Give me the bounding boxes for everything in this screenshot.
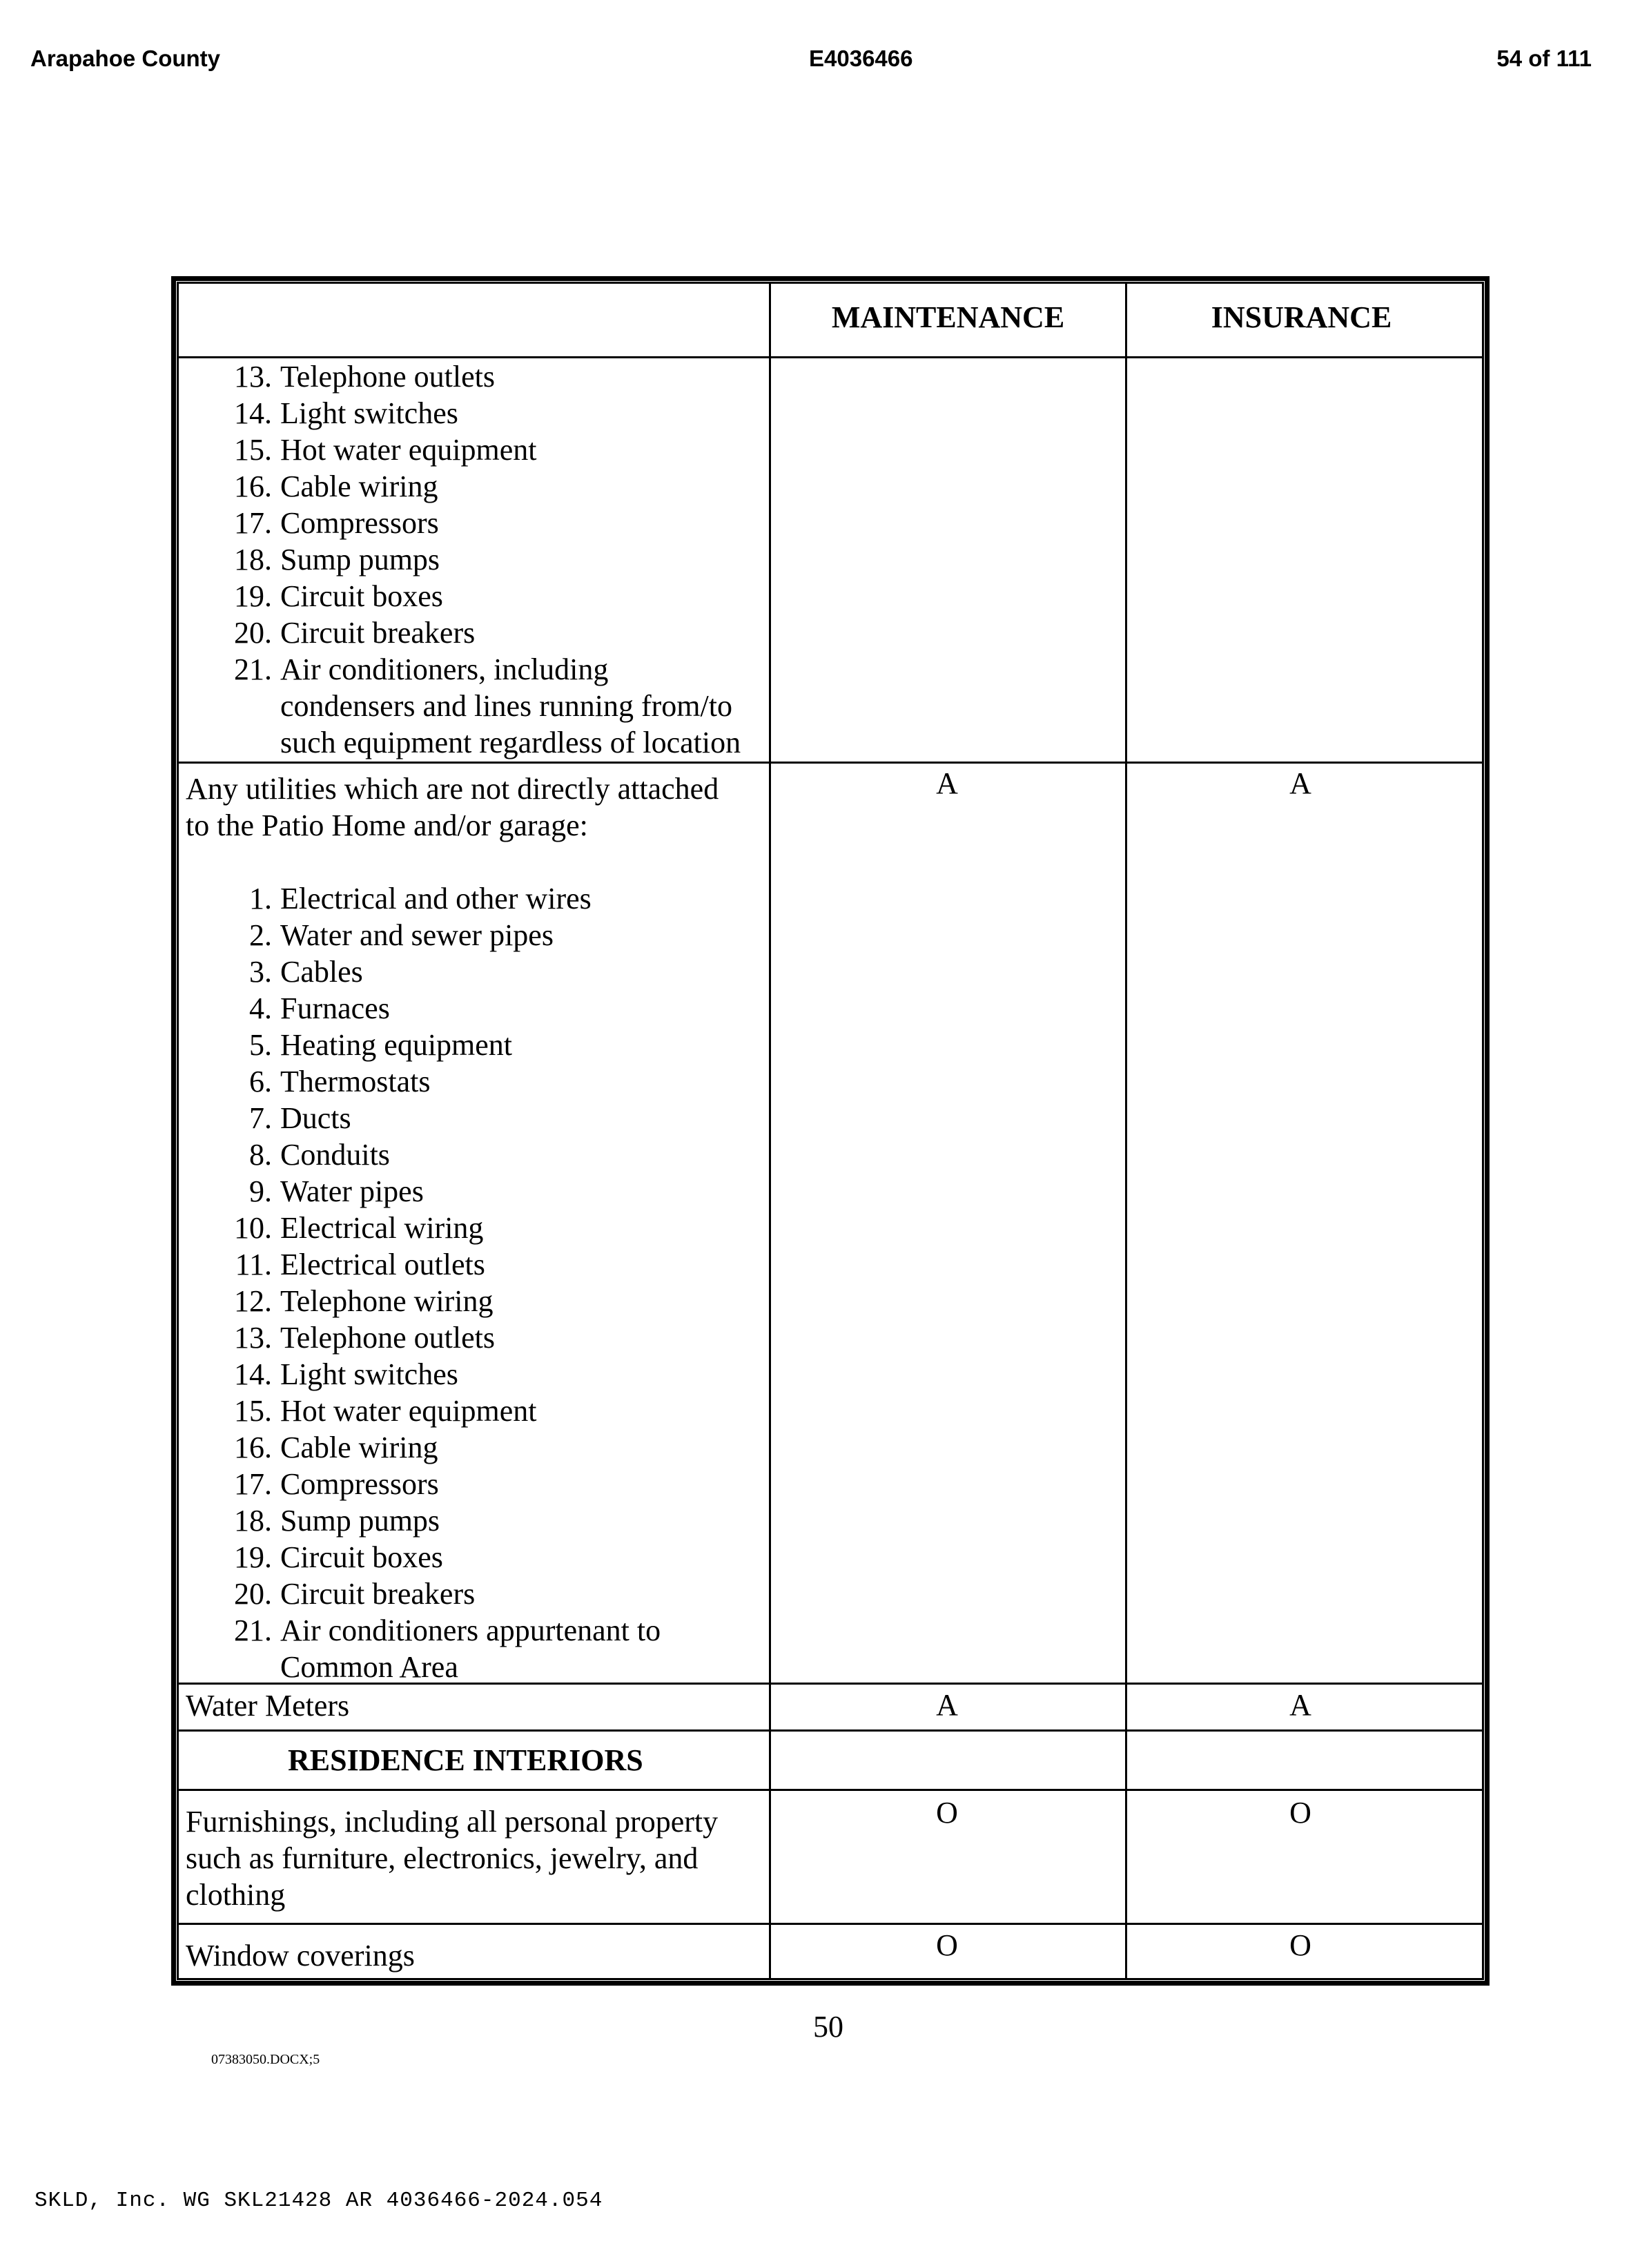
list-item bbox=[186, 505, 765, 541]
list-item-text: Thermostats bbox=[280, 1065, 431, 1098]
water-meters-label: Water Meters bbox=[186, 1689, 350, 1723]
list-item-text: Circuit boxes bbox=[280, 1540, 443, 1574]
list-item-text: Electrical and other wires bbox=[280, 882, 592, 915]
column-header-maintenance: MAINTENANCE bbox=[831, 300, 1065, 334]
list-item-text: Circuit boxes bbox=[280, 579, 443, 613]
list-item-text: Telephone wiring bbox=[280, 1284, 494, 1318]
continued-item-list bbox=[186, 358, 765, 761]
list-item-text: Telephone outlets bbox=[280, 1321, 495, 1355]
list-item-number: 13. bbox=[234, 360, 272, 394]
list-item bbox=[186, 578, 765, 614]
list-item-number: 17. bbox=[234, 506, 272, 540]
furnishings-maintenance-mark: O bbox=[936, 1796, 958, 1830]
list-item bbox=[186, 917, 765, 953]
list-item-text: Sump pumps bbox=[280, 1504, 440, 1538]
list-item-text: Cables bbox=[280, 955, 363, 989]
header-page-count: 54 of 111 bbox=[1496, 46, 1592, 71]
list-item-number: 21. bbox=[234, 1613, 272, 1647]
list-item-number: 8. bbox=[249, 1138, 272, 1172]
list-item bbox=[186, 1100, 765, 1136]
list-item bbox=[186, 1027, 765, 1063]
furnishings-line: such as furniture, electronics, jewelry, and bbox=[186, 1841, 699, 1875]
list-item-text: condensers and lines running from/to bbox=[280, 689, 732, 723]
list-item-number: 20. bbox=[234, 1577, 272, 1611]
list-item bbox=[186, 468, 765, 505]
list-item-text: Cable wiring bbox=[280, 469, 438, 503]
list-item-text: Circuit breakers bbox=[280, 616, 476, 650]
list-item bbox=[186, 1173, 765, 1210]
list-item bbox=[186, 1649, 765, 1685]
list-item-number: 4. bbox=[249, 991, 272, 1025]
list-item-text: Circuit breakers bbox=[280, 1577, 476, 1611]
list-item-number: 6. bbox=[249, 1065, 272, 1098]
recording-footer: SKLD, Inc. WG SKL21428 AR 4036466-2024.054 bbox=[35, 2189, 603, 2213]
list-item-text: Compressors bbox=[280, 506, 439, 540]
list-item bbox=[186, 1539, 765, 1576]
list-item bbox=[186, 953, 765, 990]
list-item-text: Electrical outlets bbox=[280, 1248, 485, 1281]
list-item-text: Furnaces bbox=[280, 991, 390, 1025]
utilities-intro-line: to the Patio Home and/or garage: bbox=[186, 808, 588, 842]
list-item bbox=[186, 651, 765, 688]
header-document-id: E4036466 bbox=[809, 46, 913, 71]
list-item bbox=[186, 1246, 765, 1283]
list-item-number: 16. bbox=[234, 469, 272, 503]
list-item-number: 2. bbox=[249, 918, 272, 952]
water-meters-maintenance-mark: A bbox=[936, 1688, 958, 1722]
list-item bbox=[186, 1063, 765, 1100]
list-item bbox=[186, 1210, 765, 1246]
list-item-text: Ducts bbox=[280, 1101, 351, 1135]
list-item-text: Light switches bbox=[280, 1357, 458, 1391]
column-divider bbox=[1125, 284, 1127, 1978]
utilities-item-list bbox=[186, 880, 765, 1685]
list-item-text: Cable wiring bbox=[280, 1431, 438, 1464]
list-item-number: 15. bbox=[234, 433, 272, 467]
document-reference: 07383050.DOCX;5 bbox=[211, 2052, 320, 2067]
list-item bbox=[186, 1319, 765, 1356]
list-item bbox=[186, 1466, 765, 1502]
list-item-number: 13. bbox=[234, 1321, 272, 1355]
row-divider bbox=[179, 762, 1482, 764]
list-item-number: 20. bbox=[234, 616, 272, 650]
list-item-number: 18. bbox=[234, 1504, 272, 1538]
list-item-number: 19. bbox=[234, 579, 272, 613]
furnishings-cell bbox=[186, 1803, 765, 1913]
row-divider bbox=[179, 1789, 1482, 1791]
list-item-number: 7. bbox=[249, 1101, 272, 1135]
window-coverings-maintenance-mark: O bbox=[936, 1928, 958, 1962]
row-divider bbox=[179, 1729, 1482, 1732]
list-item bbox=[186, 688, 765, 724]
list-item-text: Air conditioners, including bbox=[280, 652, 609, 686]
list-item-text: Sump pumps bbox=[280, 543, 440, 576]
list-item-number: 12. bbox=[234, 1284, 272, 1318]
list-item-number: 16. bbox=[234, 1431, 272, 1464]
column-divider bbox=[769, 284, 771, 1978]
list-item bbox=[186, 990, 765, 1027]
list-item-text: such equipment regardless of location bbox=[280, 726, 741, 759]
list-item-number: 9. bbox=[249, 1174, 272, 1208]
list-item bbox=[186, 395, 765, 432]
list-item-text: Hot water equipment bbox=[280, 433, 537, 467]
list-item bbox=[186, 1576, 765, 1612]
list-item-text: Water pipes bbox=[280, 1174, 424, 1208]
list-item-text: Light switches bbox=[280, 396, 458, 430]
list-item bbox=[186, 358, 765, 395]
list-item bbox=[186, 1502, 765, 1539]
list-item-text: Electrical wiring bbox=[280, 1211, 484, 1245]
list-item bbox=[186, 1612, 765, 1649]
list-item-text: Conduits bbox=[280, 1138, 390, 1172]
window-coverings-label: Window coverings bbox=[186, 1939, 415, 1973]
list-item-text: Hot water equipment bbox=[280, 1394, 537, 1428]
furnishings-line: clothing bbox=[186, 1878, 286, 1912]
list-item-text: Water and sewer pipes bbox=[280, 918, 554, 952]
water-meters-insurance-mark: A bbox=[1289, 1688, 1311, 1722]
list-item-number: 14. bbox=[234, 396, 272, 430]
list-item bbox=[186, 1136, 765, 1173]
list-item-number: 10. bbox=[234, 1211, 272, 1245]
list-item bbox=[186, 541, 765, 578]
list-item bbox=[186, 1283, 765, 1319]
list-item-text: Heating equipment bbox=[280, 1028, 513, 1062]
list-item-number: 21. bbox=[234, 652, 272, 686]
list-item-number: 11. bbox=[235, 1248, 272, 1281]
row-divider bbox=[179, 1923, 1482, 1925]
section-title-residence-interiors: RESIDENCE INTERIORS bbox=[288, 1743, 643, 1777]
list-item bbox=[186, 724, 765, 761]
list-item-number: 14. bbox=[234, 1357, 272, 1391]
list-item bbox=[186, 432, 765, 468]
list-item bbox=[186, 1356, 765, 1393]
utilities-intro-line: Any utilities which are not directly attached bbox=[186, 772, 719, 806]
list-item-number: 15. bbox=[234, 1394, 272, 1428]
list-item-number: 19. bbox=[234, 1540, 272, 1574]
utilities-maintenance-mark: A bbox=[936, 766, 958, 800]
list-item-number: 17. bbox=[234, 1467, 272, 1501]
list-item-number: 5. bbox=[249, 1028, 272, 1062]
column-header-insurance: INSURANCE bbox=[1211, 300, 1392, 334]
list-item-text: Common Area bbox=[280, 1650, 458, 1684]
furnishings-insurance-mark: O bbox=[1289, 1796, 1311, 1830]
utilities-insurance-mark: A bbox=[1289, 766, 1311, 800]
list-item bbox=[186, 1429, 765, 1466]
list-item-number: 3. bbox=[249, 955, 272, 989]
list-item-text: Compressors bbox=[280, 1467, 439, 1501]
window-coverings-insurance-mark: O bbox=[1289, 1928, 1311, 1962]
list-item-text: Telephone outlets bbox=[280, 360, 495, 394]
page-number: 50 bbox=[813, 2010, 843, 2044]
utilities-cell bbox=[186, 770, 765, 1685]
list-item bbox=[186, 614, 765, 651]
furnishings-line: Furnishings, including all personal property bbox=[186, 1805, 719, 1839]
list-item bbox=[186, 1393, 765, 1429]
list-item-text: Air conditioners appurtenant to bbox=[280, 1613, 661, 1647]
list-item bbox=[186, 880, 765, 917]
list-item-number: 1. bbox=[249, 882, 272, 915]
header-county: Arapahoe County bbox=[30, 46, 221, 71]
list-item-number: 18. bbox=[234, 543, 272, 576]
